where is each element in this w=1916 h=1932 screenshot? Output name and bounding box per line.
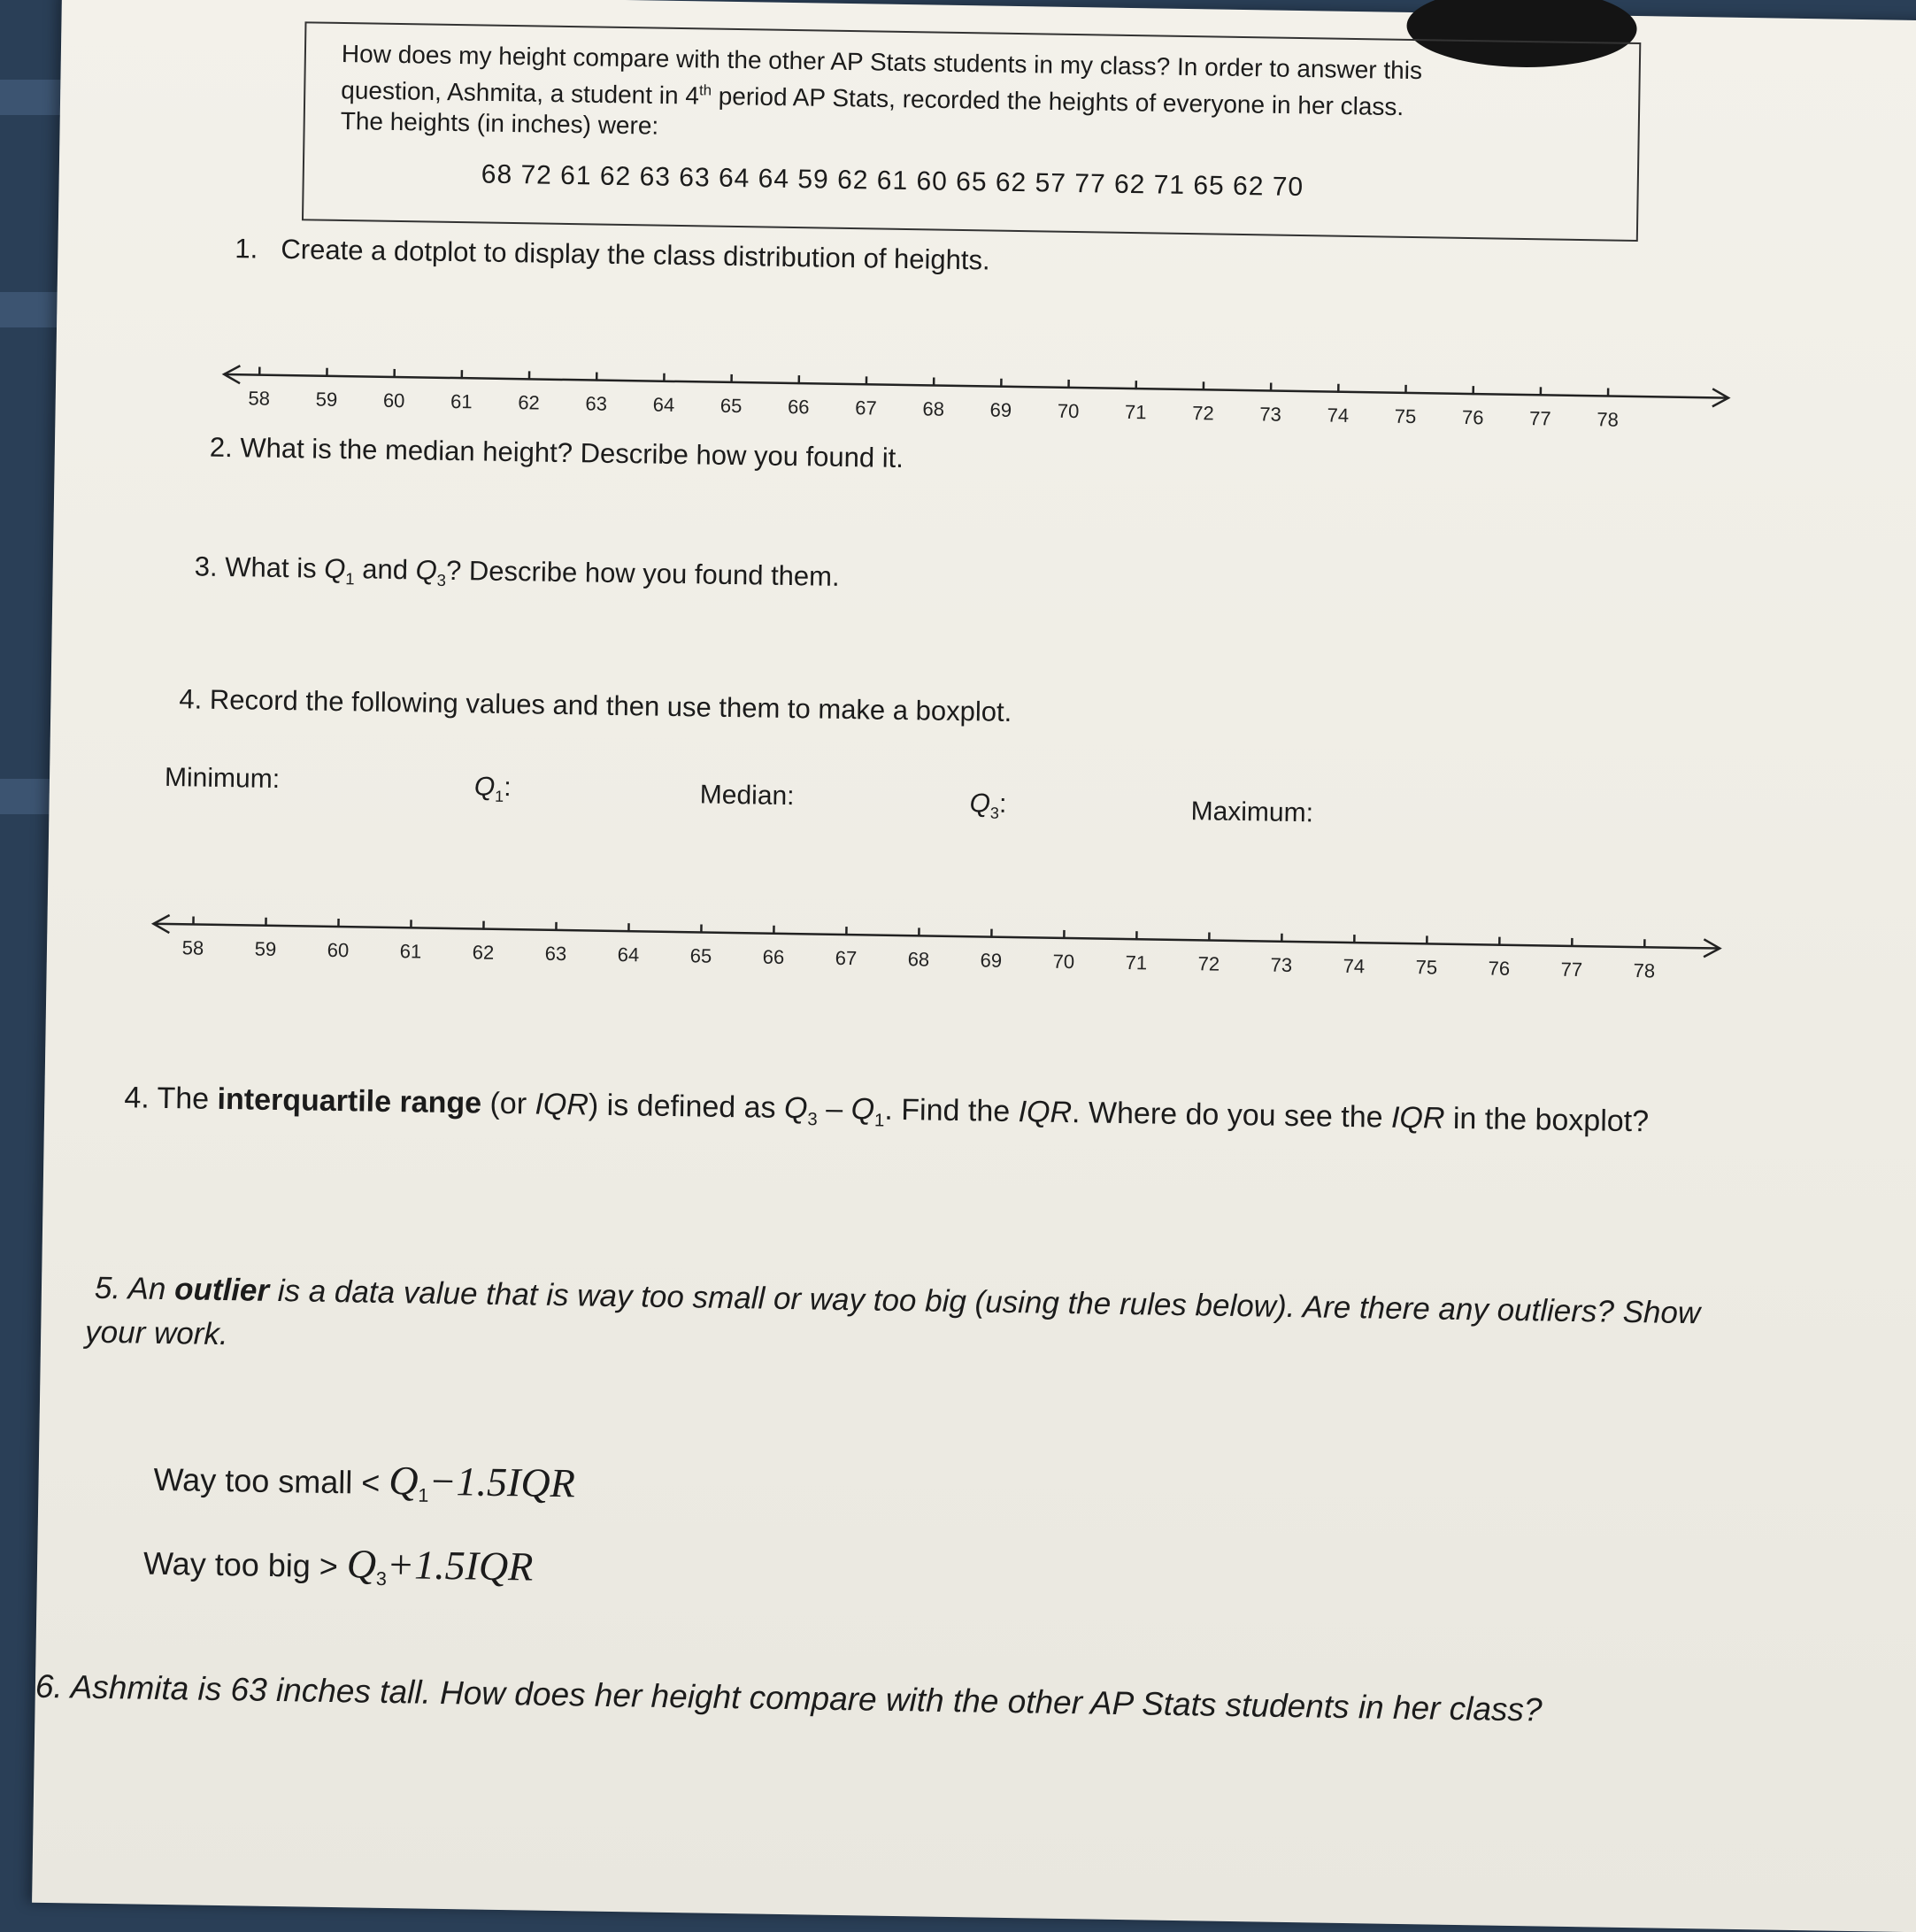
axis-tick-label: 58 (182, 936, 204, 958)
axis-tick-label: 72 (1197, 952, 1220, 974)
axis-tick-label: 61 (450, 390, 473, 412)
axis-tick-label: 77 (1560, 958, 1582, 981)
intro-line: The heights (in inches) were: (340, 105, 1602, 156)
question-5: 5. An outlier is a data value that is way too small or way too big (using the rules below). Are there any outliers? Show (95, 1271, 1701, 1331)
axis-tick-label: 68 (922, 397, 944, 419)
q1-label: $Q_1$: (474, 772, 512, 806)
axis-tick-label: 69 (989, 399, 1012, 421)
axis-tick-label: 61 (400, 940, 422, 962)
axis-tick-label: 71 (1125, 951, 1147, 974)
axis-tick-label: 78 (1633, 959, 1655, 981)
median-label: Median: (700, 780, 795, 812)
axis-tick-label: 72 (1192, 402, 1214, 424)
axis-tick-label: 64 (618, 943, 640, 966)
axis-tick-label: 73 (1259, 403, 1281, 425)
axis-tick-label: 59 (316, 389, 338, 411)
dotplot-axis (214, 357, 1737, 443)
axis-tick-label: 66 (788, 396, 810, 418)
intro-line: How does my height compare with the other AP Stats students in my class? In order to answer this (342, 38, 1604, 89)
boxplot-axis (144, 904, 1729, 996)
intro-line: question, Ashmita, a student in 4th period AP Stats, recorded the heights of everyone in her class. (341, 69, 1603, 126)
question-2: 2. What is the median height? Describe how you found it. (210, 432, 904, 474)
axis-tick-label: 63 (585, 392, 607, 414)
question-1: 1. Create a dotplot to display the class distribution of heights. (235, 233, 990, 276)
axis-tick-label: 66 (763, 946, 785, 968)
axis-tick-label: 74 (1343, 955, 1365, 977)
axis-tick-label: 60 (383, 389, 405, 412)
question-4a: 4. Record the following values and then use them to make a boxplot. (179, 683, 1012, 728)
question-5-line2: your work. (85, 1315, 228, 1353)
axis-tick-label: 68 (908, 948, 930, 970)
axis-tick-label: 70 (1058, 400, 1080, 422)
axis-tick-label: 75 (1395, 405, 1417, 427)
axis-line (153, 924, 1720, 949)
axis-tick-label: 67 (835, 947, 858, 969)
question-3: 3. What is $Q_1$ and $Q_3$? Describe how you found them. (194, 550, 839, 597)
maximum-label: Maximum: (1190, 797, 1313, 828)
rule-too-big: Way too big > $Q_3+1.5IQR$ (143, 1537, 534, 1593)
axis-tick-label: 73 (1270, 954, 1292, 976)
axis-tick-label: 60 (327, 939, 350, 961)
axis-tick-label: 58 (248, 387, 270, 409)
minimum-label: Minimum: (165, 763, 281, 795)
axis-tick-label: 78 (1597, 408, 1619, 430)
backdrop (0, 779, 53, 814)
axis-tick-label: 63 (545, 943, 567, 965)
axis-tick-label: 67 (855, 396, 877, 419)
axis-tick-label: 65 (720, 395, 743, 417)
axis-tick-label: 71 (1125, 401, 1147, 423)
axis-tick-label: 64 (653, 394, 675, 416)
axis-tick-label: 65 (690, 944, 712, 966)
axis-tick-label: 75 (1415, 956, 1437, 978)
axis-tick-label: 74 (1327, 404, 1349, 427)
intro-box (302, 21, 1641, 242)
question-4b: 4. The interquartile range (or IQR) is defined as $Q_3 - Q_1$. Find the IQR. Where do you see the IQR in the boxplot? (124, 1081, 1649, 1143)
question-6: 6. Ashmita is 63 inches tall. How does her height compare with the other AP Stats students in her class? (35, 1668, 1543, 1729)
axis-tick-label: 76 (1462, 406, 1484, 428)
axis-tick-label: 62 (518, 391, 540, 413)
worksheet-page (32, 0, 1916, 1932)
axis-line (224, 374, 1728, 398)
axis-tick-label: 70 (1052, 951, 1074, 973)
axis-tick-label: 62 (473, 941, 495, 963)
q3-label: $Q_3$: (969, 789, 1006, 823)
axis-tick-label: 76 (1488, 957, 1510, 979)
heights-data: 68 72 61 62 63 63 64 64 59 62 61 60 65 62 57 77 62 71 65 62 70 (481, 158, 1304, 203)
axis-tick-label: 77 (1529, 407, 1551, 429)
axis-tick-label: 69 (980, 949, 1002, 971)
axis-tick-label: 59 (255, 938, 277, 960)
rule-too-small: Way too small < $Q_1-1.5IQR$ (153, 1453, 575, 1510)
